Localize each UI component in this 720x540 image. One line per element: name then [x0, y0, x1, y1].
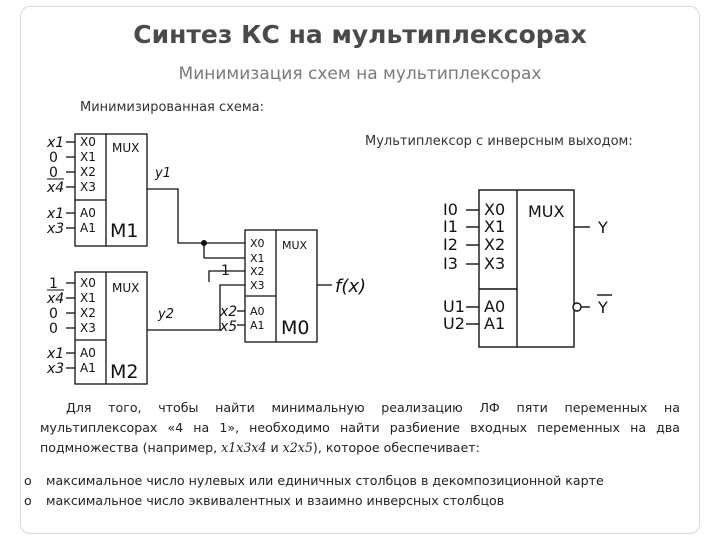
paragraph-text: ), которое обеспечивает: [312, 440, 480, 455]
explanation-paragraph [40, 398, 680, 458]
y-inv-output-label: Y [598, 298, 608, 317]
m1-output-label: y1 [155, 166, 171, 181]
m2-pin: X2 [80, 306, 96, 320]
y-output-label: Y [598, 218, 608, 237]
inv-mux-label: MUX [528, 202, 565, 221]
list-item [24, 473, 604, 488]
inv-mux-input: I3 [443, 254, 458, 273]
m1-pin: A0 [80, 206, 96, 220]
m2-output-label: y2 [158, 307, 174, 322]
m2-input: x4 [47, 291, 65, 307]
m0-pin: X2 [250, 265, 265, 278]
m1-pin: X3 [80, 180, 96, 194]
inv-mux-pin: X2 [484, 235, 506, 254]
inv-mux-pin: X0 [484, 200, 506, 219]
m2-mux-label: MUX [112, 281, 140, 295]
m1-pin: X1 [80, 150, 96, 164]
m1-pin: X0 [80, 135, 96, 149]
m0-pin: A1 [250, 319, 265, 332]
m1-mux-label: MUX [112, 141, 140, 155]
m1-input: x1 [47, 135, 65, 151]
m2-name: M2 [110, 361, 139, 383]
m0-addr-label: x5 [220, 319, 238, 335]
inv-mux-pin: A1 [484, 314, 506, 333]
m1-pin: A1 [80, 221, 96, 235]
bullet-mark: o [24, 473, 32, 488]
m0-pin: A0 [250, 305, 265, 318]
f-output-label: f(x) [335, 276, 367, 297]
m2-input: x1 [47, 346, 65, 362]
m0-pin: X0 [250, 237, 265, 250]
m1-pin: X2 [80, 165, 96, 179]
m1-name: M1 [110, 220, 139, 242]
m2-pin: X0 [80, 276, 96, 290]
m0-pin: X3 [250, 279, 265, 292]
m1-input: x3 [47, 221, 65, 237]
inv-mux-input: U2 [443, 314, 465, 333]
m2-pin: A1 [80, 361, 96, 375]
m2-input: 0 [49, 321, 58, 337]
variable-set-1: x1x3x4 [221, 440, 267, 455]
m2-pin: X1 [80, 291, 96, 305]
m0-const-label: 1 [221, 263, 230, 279]
m2-input: 0 [49, 306, 58, 322]
slide-title: Синтез КС на мультиплексорах [133, 20, 587, 49]
m1-input: x4 [47, 180, 65, 196]
m2-input: 1 [49, 276, 58, 292]
inv-mux-pin: X3 [484, 254, 506, 273]
slide-subtitle: Минимизация схем на мультиплексорах [178, 64, 542, 84]
m0-name: M0 [281, 317, 310, 339]
m1-input: x1 [47, 206, 65, 222]
inv-mux-pin: A0 [484, 297, 506, 316]
bullet-mark: o [24, 493, 32, 508]
inversion-bubble [573, 303, 581, 311]
m2-pin: X3 [80, 321, 96, 335]
m0-pin: X1 [250, 252, 265, 265]
list-item [24, 493, 504, 508]
inv-mux-input: I0 [443, 200, 458, 219]
bullet-text: максимальное число нулевых или единичных столбцов в декомпозиционной карте [46, 473, 604, 488]
paragraph-text: и [266, 440, 283, 455]
inv-mux-input: I2 [443, 235, 458, 254]
m1-input: 0 [49, 165, 58, 181]
paragraph-text: Для того, чтобы найти минимальную реализацию ЛФ пяти переменных на мультиплексорах «4 на 1», необходимо найти разбиение входных переменных на два подмножества (например, [40, 400, 680, 455]
inv-mux-input: I1 [443, 217, 458, 236]
m0-mux-label: MUX [282, 239, 308, 252]
variable-set-2: x2x5 [282, 440, 313, 455]
right-caption: Мультиплексор с инверсным выходом: [365, 134, 633, 149]
bullet-text: максимальное число эквивалентных и взаимно инверсных столбцов [46, 493, 505, 508]
inv-mux-input: U1 [443, 297, 465, 316]
m0-addr-label: x2 [220, 304, 238, 320]
inv-mux-pin: X1 [484, 217, 506, 236]
m2-input: x3 [47, 361, 65, 377]
left-caption: Минимизированная схема: [80, 100, 264, 115]
m1-input: 0 [49, 150, 58, 166]
m2-pin: A0 [80, 346, 96, 360]
